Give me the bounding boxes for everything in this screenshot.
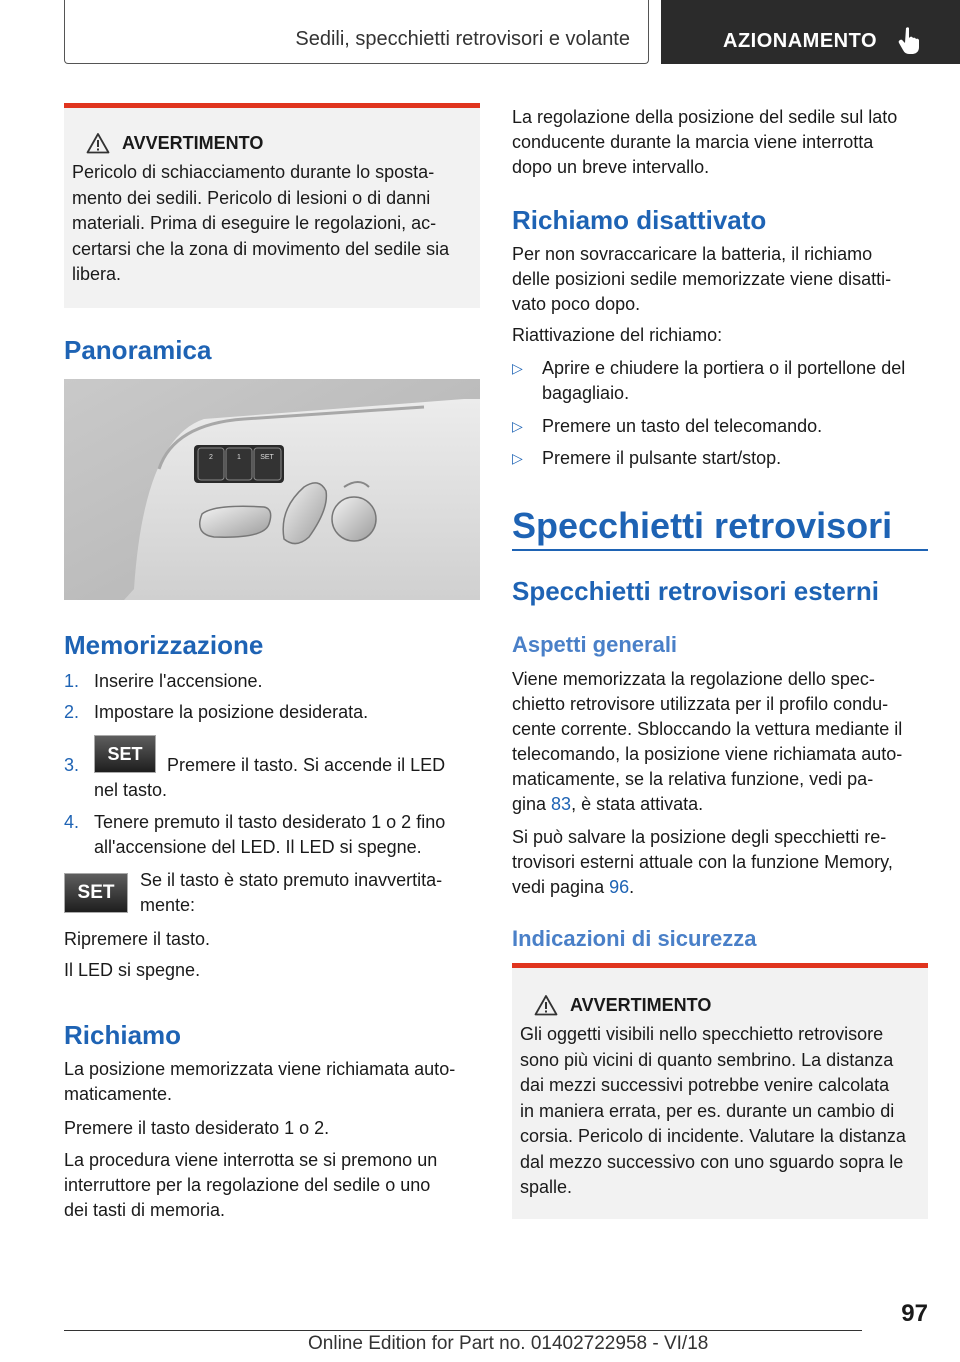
warning-box-mirror bbox=[512, 963, 928, 1219]
bullet-item: ▷ Premere un tasto del telecomando. bbox=[512, 416, 823, 436]
page-number: 97 bbox=[901, 1300, 928, 1327]
heading-richiamo-disattivato: Richiamo disattivato bbox=[512, 205, 767, 235]
warning-text: Gli oggetti visibili nello specchietto retrovisore sono più vicini di quanto sembrino. La distanza dai mezzi successivi potrebbe venire calcolata in maniera errata, per es. durante un cambio di corsia. Pericolo di incidente. Valutare la distanza dal mezzo successivo con uno sguardo sopra le spalle. bbox=[520, 1024, 906, 1197]
set-button-icon: SET bbox=[64, 873, 128, 913]
paragraph: La regolazione della posizione del sedile sul lato conducente durante la marcia viene interrotta dopo un breve intervallo. bbox=[512, 107, 898, 177]
heading-aspetti-generali: Aspetti generali bbox=[512, 632, 678, 657]
seat-controls-image bbox=[64, 379, 480, 600]
heading-rule bbox=[512, 549, 928, 551]
heading-richiamo: Richiamo bbox=[64, 1020, 182, 1050]
list-item: 2. Impostare la posizione desiderata. bbox=[64, 702, 369, 722]
hand-pointer-icon bbox=[897, 26, 923, 54]
warning-box-seat bbox=[64, 103, 480, 308]
heading-panoramica: Panoramica bbox=[64, 335, 212, 365]
paragraph: Si può salvare la posizione degli specchietti re- trovisori esterni attuale con la funzione Memory, vedi pagina 96. bbox=[512, 827, 893, 897]
header-chapter-tab bbox=[64, 0, 649, 64]
footer-edition-text: Online Edition for Part no. 01402722958 - VI/18 bbox=[308, 1333, 709, 1354]
paragraph: Premere il tasto desiderato 1 o 2. bbox=[64, 1118, 330, 1138]
list-item: 1. Inserire l'accensione. bbox=[64, 671, 263, 691]
note-text: Se il tasto è stato premuto inavvertita- mente: bbox=[140, 870, 443, 915]
heading-indicazioni-sicurezza: Indicazioni di sicurezza bbox=[512, 926, 757, 951]
footer-rule bbox=[64, 1330, 862, 1331]
heading-specchietti: Specchietti retrovisori bbox=[512, 505, 893, 546]
chapter-title: Sedili, specchietti retrovisori e volante bbox=[295, 28, 630, 50]
paragraph: La posizione memorizzata viene richiamata auto- maticamente. bbox=[64, 1059, 456, 1104]
paragraph: La procedura viene interrotta se si premono un interruttore per la regolazione del sedile o uno dei tasti di memoria. bbox=[64, 1150, 438, 1220]
warning-triangle-icon bbox=[86, 132, 110, 154]
heading-specchietti-esterni: Specchietti retrovisori esterni bbox=[512, 576, 880, 606]
header-section-tab bbox=[661, 0, 960, 64]
seat-button-set: SET bbox=[260, 454, 274, 461]
bullet-item: ▷ Aprire e chiudere la portiera o il portellone del bagagliaio. bbox=[512, 358, 906, 403]
list-item: 4. Tenere premuto il tasto desiderato 1 o 2 fino all'accensione del LED. Il LED si spegne. bbox=[64, 812, 446, 857]
warning-text: Pericolo di schiacciamento durante lo sposta- mento dei sedili. Pericolo di lesioni o di danni materiali. Prima di eseguire le regolazioni, ac- certarsi che la zona di movimento del sedile sia libera. bbox=[72, 162, 450, 284]
set-button-icon: SET bbox=[94, 735, 156, 773]
warning-title: AVVERTIMENTO bbox=[122, 132, 264, 153]
list-item: 3. bbox=[64, 755, 80, 775]
page-link-83[interactable]: 83 bbox=[551, 794, 572, 814]
paragraph: Viene memorizzata la regolazione dello spec- chietto retrovisore utilizzata per il profilo condu- cente corrente. Sbloccando la vettura mediante il telecomando, la posizione viene richiamata auto- maticamente, se la relativa funzione, vedi pa- gina 83, è stata attivata. bbox=[512, 669, 903, 814]
section-label: AZIONAMENTO bbox=[723, 30, 878, 52]
warning-triangle-icon bbox=[534, 994, 558, 1016]
seat-button-2: 2 bbox=[209, 454, 213, 461]
page-link-96[interactable]: 96 bbox=[609, 877, 630, 897]
heading-memorizzazione: Memorizzazione bbox=[64, 630, 264, 660]
warning-title: AVVERTIMENTO bbox=[570, 994, 712, 1015]
seat-button-1: 1 bbox=[237, 454, 241, 461]
paragraph: Riattivazione del richiamo: bbox=[512, 325, 723, 345]
bullet-item: ▷ Premere il pulsante start/stop. bbox=[512, 448, 782, 468]
paragraph: Per non sovraccaricare la batteria, il richiamo delle posizioni sedile memorizzate viene disatti- vato poco dopo. bbox=[512, 244, 892, 314]
